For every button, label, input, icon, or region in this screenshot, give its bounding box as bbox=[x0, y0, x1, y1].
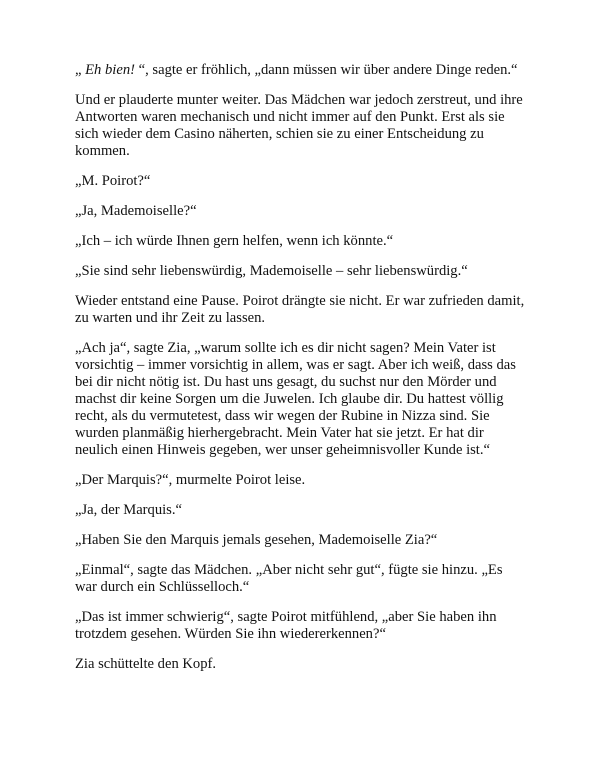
paragraph-8: „Ach ja“, sagte Zia, „warum sollte ich es dir nicht sagen? Mein Vater ist vorsichtig – immer vorsichtig in allem, was er sagt. Aber ich weiß, dass das bei dir nicht nötig ist. Du hast uns gesagt, du suchst nur den Mörder und machst dir keine Sorgen um die Juwelen. Ich glaube dir. Du hattest völlig recht, als du vermutetest, dass wir wegen der Rubine in Nizza sind. Sie wurden planmäßig hierhergebracht. Mein Vater hat sie jetzt. Er hat dir neulich einen Hinweis gegeben, wer unser geheimnisvoller Kunde ist.“ bbox=[75, 340, 516, 458]
paragraph-5: „Ich – ich würde Ihnen gern helfen, wenn ich könnte.“ bbox=[75, 233, 394, 249]
paragraph-2: Und er plauderte munter weiter. Das Mädchen war jedoch zerstreut, und ihre Antworten waren mechanisch und nicht immer auf den Punkt. Erst als sie sich wieder dem Casino näherten, schien sie zu einer Entscheidung zu kommen. bbox=[75, 92, 523, 159]
paragraph-1-emphasis: Eh bien! bbox=[85, 62, 135, 78]
paragraph-10: „Ja, der Marquis.“ bbox=[75, 502, 182, 518]
paragraph-1-lead: „ bbox=[75, 62, 86, 78]
paragraph-7: Wieder entstand eine Pause. Poirot drängte sie nicht. Er war zufrieden damit, zu warten und ihr Zeit zu lassen. bbox=[75, 293, 525, 326]
paragraph-13: „Das ist immer schwierig“, sagte Poirot mitfühlend, „aber Sie haben ihn trotzdem gesehen. Würden Sie ihn wiedererkennen?“ bbox=[75, 609, 497, 642]
paragraph-11: „Haben Sie den Marquis jemals gesehen, Mademoiselle Zia?“ bbox=[75, 532, 438, 548]
paragraph-1 bbox=[75, 62, 527, 79]
paragraph-6: „Sie sind sehr liebenswürdig, Mademoiselle – sehr liebenswürdig.“ bbox=[75, 263, 468, 279]
paragraph-3: „M. Poirot?“ bbox=[75, 173, 151, 189]
paragraph-4: „Ja, Mademoiselle?“ bbox=[75, 203, 197, 219]
paragraph-9: „Der Marquis?“, murmelte Poirot leise. bbox=[75, 472, 306, 488]
paragraph-14: Zia schüttelte den Kopf. bbox=[75, 656, 217, 672]
paragraph-12: „Einmal“, sagte das Mädchen. „Aber nicht sehr gut“, fügte sie hinzu. „Es war durch ein Schlüsselloch.“ bbox=[75, 562, 503, 595]
document-page bbox=[75, 62, 527, 686]
paragraph-1-rest: “, sagte er fröhlich, „dann müssen wir über andere Dinge reden.“ bbox=[135, 62, 518, 78]
